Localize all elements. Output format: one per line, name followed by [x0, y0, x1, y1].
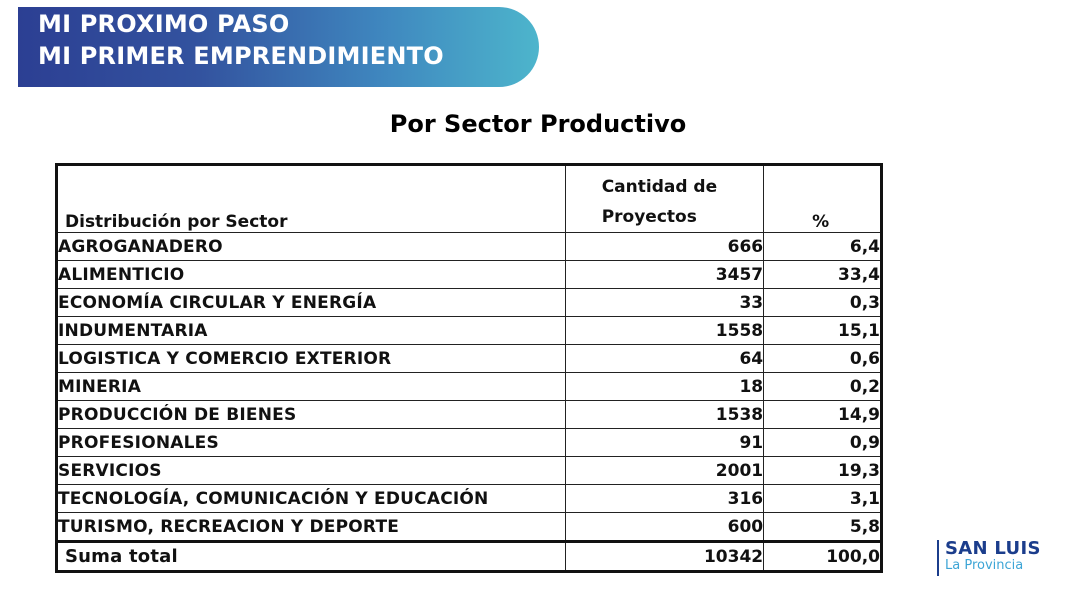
cantidad-cell: 64: [565, 345, 763, 373]
table-row: [57, 485, 882, 513]
table-row: [57, 261, 882, 289]
percent-cell: 0,3: [764, 289, 882, 317]
percent-cell: 0,6: [764, 345, 882, 373]
san-luis-logo: [937, 540, 1041, 576]
cantidad-cell: 33: [565, 289, 763, 317]
cantidad-cell: 2001: [565, 457, 763, 485]
header-banner: [18, 7, 539, 87]
sector-cell: ALIMENTICIO: [57, 261, 566, 289]
logo-line1: SAN LUIS: [945, 538, 1041, 559]
total-label-cell: Suma total: [57, 542, 566, 572]
sector-cell: MINERIA: [57, 373, 566, 401]
header-percent: %: [764, 165, 882, 233]
total-percent-cell: 100,0: [764, 542, 882, 572]
header-sector: Distribución por Sector: [57, 165, 566, 233]
table-total-row: [57, 542, 882, 572]
banner-title-line1: MI PROXIMO PASO: [38, 10, 290, 38]
table-header-row: [57, 165, 882, 233]
cantidad-cell: 600: [565, 513, 763, 542]
percent-cell: 6,4: [764, 233, 882, 261]
sector-cell: TECNOLOGÍA, COMUNICACIÓN Y EDUCACIÓN: [57, 485, 566, 513]
page-title: Por Sector Productivo: [389, 110, 687, 138]
sector-cell: INDUMENTARIA: [57, 317, 566, 345]
cantidad-cell: 666: [565, 233, 763, 261]
table-row: [57, 457, 882, 485]
sector-cell: LOGISTICA Y COMERCIO EXTERIOR: [57, 345, 566, 373]
header-cantidad: [565, 165, 763, 233]
cantidad-cell: 1538: [565, 401, 763, 429]
total-cantidad-cell: 10342: [565, 542, 763, 572]
cantidad-cell: 91: [565, 429, 763, 457]
percent-cell: 5,8: [764, 513, 882, 542]
percent-cell: 3,1: [764, 485, 882, 513]
percent-cell: 19,3: [764, 457, 882, 485]
percent-cell: 0,2: [764, 373, 882, 401]
sector-distribution-table: [55, 163, 883, 573]
cantidad-cell: 3457: [565, 261, 763, 289]
percent-cell: 15,1: [764, 317, 882, 345]
logo-line2: La Provincia: [945, 558, 1024, 573]
sector-cell: SERVICIOS: [57, 457, 566, 485]
percent-cell: 33,4: [764, 261, 882, 289]
table-row: [57, 345, 882, 373]
cantidad-cell: 1558: [565, 317, 763, 345]
percent-cell: 14,9: [764, 401, 882, 429]
table-row: [57, 233, 882, 261]
cantidad-cell: 18: [565, 373, 763, 401]
sector-cell: PROFESIONALES: [57, 429, 566, 457]
banner-title-line2: MI PRIMER EMPRENDIMIENTO: [38, 42, 444, 70]
table-row: [57, 373, 882, 401]
table-row: [57, 513, 882, 542]
table-row: [57, 401, 882, 429]
table-row: [57, 429, 882, 457]
sector-cell: PRODUCCIÓN DE BIENES: [57, 401, 566, 429]
table-row: [57, 317, 882, 345]
sector-cell: AGROGANADERO: [57, 233, 566, 261]
cantidad-cell: 316: [565, 485, 763, 513]
table-row: [57, 289, 882, 317]
sector-cell: TURISMO, RECREACION Y DEPORTE: [57, 513, 566, 542]
percent-cell: 0,9: [764, 429, 882, 457]
sector-cell: ECONOMÍA CIRCULAR Y ENERGÍA: [57, 289, 566, 317]
header-cantidad-line2: Proyectos: [601, 207, 697, 227]
header-cantidad-line1: Cantidad de: [601, 177, 718, 197]
